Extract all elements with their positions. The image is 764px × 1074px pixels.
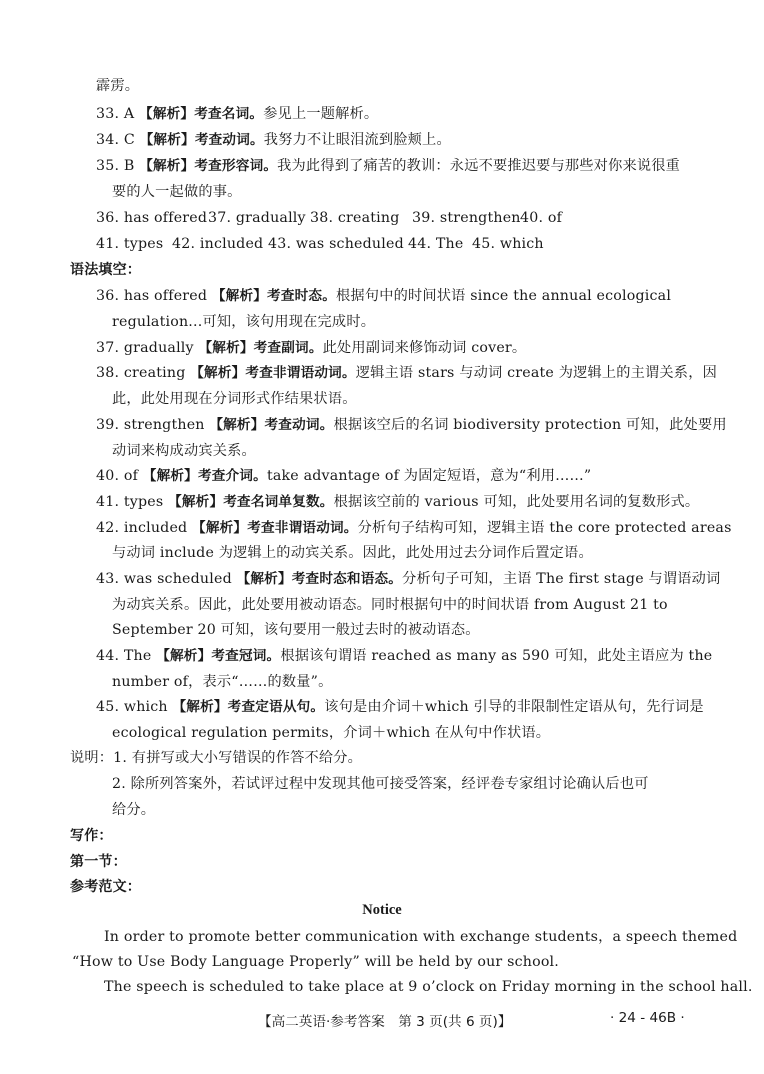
g44-text: 根据该句谓语 reached as many as 590 可知，此处主语应为 the — [280, 648, 713, 664]
answer-34-number: 34. C — [96, 132, 140, 148]
answer-42-short: 42. included — [172, 236, 264, 252]
g37-tag: 【解析】考查副词。 — [198, 340, 323, 356]
g36-text: 根据句中的时间状语 since the annual ecological — [336, 288, 672, 304]
g39-tag: 【解析】考查动词。 — [209, 417, 334, 433]
g42-text: 分析句子结构可知，逻辑主语 the core protected areas — [357, 520, 732, 536]
answer-33-number: 33. A — [96, 106, 140, 122]
g36-number: 36. has offered — [96, 288, 212, 304]
g38-tag: 【解析】考查非谓语动词。 — [190, 365, 356, 381]
grammar-42 — [96, 518, 732, 538]
answer-34-text: 我努力不让眼泪流到脸颊上。 — [263, 132, 451, 148]
answer-45-short: 45. which — [472, 236, 544, 252]
section-1-heading: 第一节： — [70, 854, 127, 870]
grammar-heading: 语法填空： — [70, 262, 141, 278]
answers-row-36-40 — [96, 208, 696, 228]
answer-33 — [96, 104, 696, 124]
essay-title: Notice — [362, 902, 402, 918]
note-2: 2. 除所列答案外，若试评过程中发现其他可接受答案，经评卷专家组讨论确认后也可 — [112, 776, 649, 792]
note-2-cont: 给分。 — [112, 802, 156, 818]
grammar-43 — [96, 569, 721, 589]
footer-code: · 24 - 46B · — [610, 1010, 685, 1026]
g45-tag: 【解析】考查定语从句。 — [172, 699, 325, 715]
g44-number: 44. The — [96, 648, 157, 664]
grammar-44 — [96, 646, 713, 666]
answer-40-short: 40. of — [520, 210, 563, 226]
essay-p1-line1: In order to promote better communication with exchange students，a speech themed — [104, 929, 738, 945]
answers-row-41-45 — [96, 234, 696, 254]
g43-text: 分析句子可知，主语 The first stage 与谓语动词 — [402, 571, 721, 587]
g45-text: 该句是由介词＋which 引导的非限制性定语从句，先行词是 — [324, 699, 704, 715]
grammar-36 — [96, 286, 696, 306]
answer-44-short: 44. The — [408, 236, 464, 252]
answer-37-short: 37. gradually — [208, 210, 306, 226]
answer-35-text: 我为此得到了痛苦的教训：永远不要推迟要与那些对你来说很重 — [277, 158, 681, 174]
g40-tag: 【解析】考查介词。 — [142, 468, 267, 484]
line-01: 霹雳。 — [96, 78, 140, 94]
g40-text: take advantage of 为固定短语，意为“利用……” — [266, 468, 592, 484]
g45-number: 45. which — [96, 699, 173, 715]
g41-text: 根据该空前的 various 可知，此处要用名词的复数形式。 — [333, 494, 700, 510]
page-footer — [0, 1010, 764, 1032]
g41-number: 41. types — [96, 494, 169, 510]
grammar-36-cont: regulation...可知，该句用现在完成时。 — [112, 314, 376, 330]
g43-number: 43. was scheduled — [96, 571, 237, 587]
g38-number: 38. creating — [96, 365, 191, 381]
answer-34-tag: 【解析】考查动词。 — [139, 132, 264, 148]
g42-number: 42. included — [96, 520, 193, 536]
essay-p2: The speech is scheduled to take place at 9 o’clock on Friday morning in the school hall. — [104, 979, 753, 995]
g41-tag: 【解析】考查名词单复数。 — [168, 494, 334, 510]
grammar-39-cont: 动词来构成动宾关系。 — [112, 443, 256, 459]
grammar-37 — [96, 338, 696, 358]
g37-text: 此处用副词来修饰动词 cover。 — [322, 340, 527, 356]
answer-35-tag: 【解析】考查形容词。 — [139, 158, 278, 174]
grammar-38 — [96, 363, 717, 383]
grammar-45 — [96, 697, 704, 717]
grammar-43-cont2: September 20 可知，该句要用一般过去时的被动语态。 — [112, 622, 480, 638]
grammar-44-cont: number of，表示“……的数量”。 — [112, 674, 333, 690]
writing-heading: 写作： — [70, 828, 113, 844]
sample-heading: 参考范文： — [70, 879, 141, 895]
answer-39-short: 39. strengthen — [412, 210, 521, 226]
answer-35-cont: 要的人一起做的事。 — [112, 184, 242, 200]
answer-35-number: 35. B — [96, 158, 140, 174]
grammar-41 — [96, 492, 700, 512]
g39-text: 根据该空后的名词 biodiversity protection 可知，此处要用 — [333, 417, 727, 433]
g38-text: 逻辑主语 stars 与动词 create 为逻辑上的主谓关系，因 — [355, 365, 717, 381]
g39-number: 39. strengthen — [96, 417, 210, 433]
g36-tag: 【解析】考查时态。 — [211, 288, 337, 304]
answer-36-short: 36. has offered — [96, 210, 208, 226]
g43-tag: 【解析】考查时态和语态。 — [236, 571, 403, 587]
answer-38-short: 38. creating — [310, 210, 400, 226]
answer-34 — [96, 130, 696, 150]
grammar-45-cont: ecological regulation permits，介词＋which 在从句中作状语。 — [112, 725, 551, 741]
g44-tag: 【解析】考查冠词。 — [156, 648, 281, 664]
note-1: 说明：1. 有拼写或大小写错误的作答不给分。 — [70, 750, 363, 766]
answer-33-tag: 【解析】考查名词。 — [139, 106, 264, 122]
answer-35 — [96, 156, 696, 176]
g40-number: 40. of — [96, 468, 143, 484]
answer-41-short: 41. types — [96, 236, 164, 252]
answer-33-text: 参见上一题解析。 — [263, 106, 379, 122]
grammar-42-cont: 与动词 include 为逻辑上的动宾关系。因此，此处用过去分词作后置定语。 — [112, 545, 593, 561]
g42-tag: 【解析】考查非谓语动词。 — [192, 520, 358, 536]
answer-43-short: 43. was scheduled — [268, 236, 404, 252]
grammar-39 — [96, 415, 727, 435]
grammar-38-cont: 此，此处用现在分词形式作结果状语。 — [112, 391, 357, 407]
grammar-43-cont1: 为动宾关系。因此，此处要用被动语态。同时根据句中的时间状语 from August 21 to — [112, 597, 668, 613]
footer-page-info: 【高二英语·参考答案 第 3 页(共 6 页)】 — [258, 1014, 512, 1030]
essay-p1-line2: “How to Use Body Language Properly” will be held by our school. — [72, 954, 560, 970]
g37-number: 37. gradually — [96, 340, 199, 356]
grammar-40 — [96, 466, 696, 486]
